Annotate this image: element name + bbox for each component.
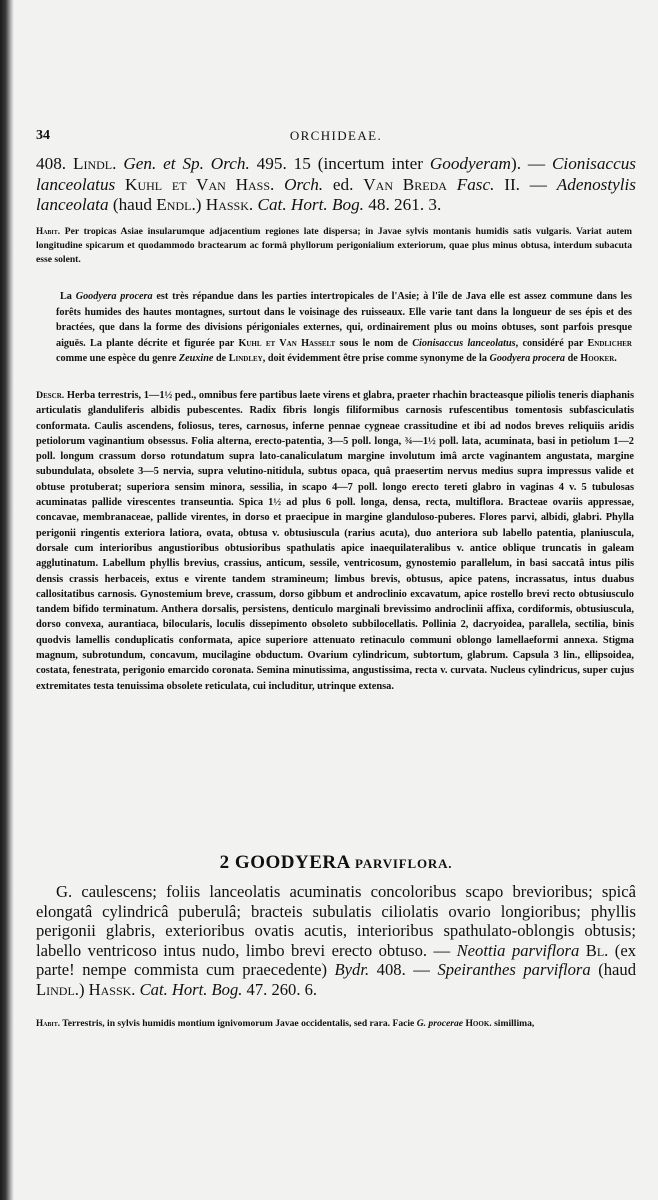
author-hassk: Hassk. [205, 195, 254, 214]
text-run [447, 175, 457, 194]
species-heading [36, 852, 636, 874]
text-run: , doit évidemment être prise comme synonyme de la [262, 353, 490, 365]
habitat-label: Habit. [36, 1018, 61, 1028]
description-label: Descr. [36, 390, 65, 401]
text-run: II. — [494, 174, 557, 194]
text-run: 47. 260. 6. [242, 979, 318, 999]
scan-binding-edge [0, 0, 14, 1200]
text-run: , considéré par [515, 337, 588, 349]
text-run: 495. 15 (incertum inter [249, 154, 430, 173]
species-number: 2 [219, 852, 230, 873]
habitat-paragraph-bottom [36, 1016, 636, 1031]
text-run: ed. [323, 174, 364, 194]
author-hook: Hook. [465, 1018, 492, 1029]
species-name: Goodyera procera [75, 291, 153, 302]
author-kuhl: Kuhl et Van Hasselt [238, 337, 336, 349]
synonymy-paragraph [36, 154, 636, 216]
text-run: sous le nom de [335, 337, 413, 349]
text-run: La [60, 291, 76, 302]
text-run: de [565, 353, 581, 365]
text-run: G. caulescens; foliis lanceolatis acuminatis concoloribus scapo brevioribus; spicâ elongatâ cylindricâ puberulâ; bracteis subulatis ciliolatis ovario longioribus; phyllis perigonii glabris, exterioribus ovatis acutis, interioribus spathulato-oblongis obtusis; labello ventricoso intus nudo, limbo brevi erecto obtuso. — [36, 882, 636, 960]
habitat-paragraph [36, 224, 632, 267]
text-run: simillima, [491, 1018, 535, 1029]
text-run: 408. — [369, 960, 438, 980]
synonym-name: Adenostylis lanceolata [36, 174, 636, 214]
work-title: Cat. Hort. Bog. [257, 195, 364, 214]
text-run: comme une espèce du genre [56, 353, 179, 365]
text-run: Terrestris, in sylvis humidis montium ignivomorum Javae occidentalis, sed rara. Facie [60, 1018, 417, 1029]
author-bl: Bl. [585, 940, 609, 960]
work-title: Orch. [284, 174, 324, 194]
text-run: . [614, 353, 617, 365]
synonym-name: Neottia parviflora [456, 940, 580, 960]
species-epithet: PARVIFLORA. [355, 856, 453, 871]
work-title: Gen. et Sp. Orch. [123, 154, 250, 173]
text-run: 48. 261. 3. [363, 195, 442, 214]
text-run: (ex parte! nempe commista cum praecedente) [36, 940, 636, 980]
synonym-name: Cionisaccus lanceolatus [36, 154, 636, 194]
habitat-label: Habit. [36, 226, 61, 236]
species-genus: GOODYERA [234, 852, 350, 873]
work-title: Bydr. [334, 960, 370, 980]
page-number: 34 [36, 128, 50, 143]
text-run: 408. [36, 154, 73, 173]
work-title: Fasc. [456, 174, 495, 194]
page-header [36, 128, 636, 148]
species-name: G. procerae [416, 1018, 464, 1029]
author-lindl: Lindl. [36, 979, 79, 999]
genus-name: Goodyeram [429, 154, 511, 173]
author-endl: Endl. [156, 195, 196, 214]
habitat-text: Per tropicas Asiae insularumque adjacentium regiones late dispersa; in Javae sylvis montanis humidis satis vulgaris. Variat autem longitudine spicarum et quodammodo bractearum ac formâ phyllorum perigonialium exteriorum, quae plus minus obtusa, interdum subacuta esse solent. [36, 226, 632, 265]
author-kuhl: Kuhl et Van Hass. [125, 174, 275, 194]
text-run: (haud [590, 960, 636, 980]
text-run: ). — [510, 154, 552, 173]
genus-name: Zeuxine [178, 353, 214, 365]
description-text: Herba terrestris, 1—1½ ped., omnibus fere partibus laete virens et glabra, praeter rhachin bracteasque piliolis teneris diaphanis articulatis glanduliferis albidis pubescentes. Radix fibris longis filiformibus carnosis rufescentibus tomentosis subfasciculatis conformata. Caulis ascendens, foliosus, teres, carnosus, inferne pennae cygneae crassitudine et ibi ad nodos breves reliquiis aridis petiolorum vaginantium obsessus. Folia alterna, erecto-patentia, 3—5 poll. longa, ¾—1½ poll. lata, acuminata, basi in petiolum 1—2 poll. longum crassum dorso rotundatum supra lato-canaliculatum margine involutum imâ arcte vaginantem angustata, margine subundulata, obsolete 3—5 nervia, supra velutino-nitidula, subtus opaca, quâ praesertim nervus medius supra impressus valide et obtuse protuberat; superiora sensim minora, sessilia, in scapo 4—7 poll. longo erecto tereti glabro in vaginas 4 v. 5 tubulosas acuminatas pallide virescentes transeuntia. Spica 1½ ad plus 6 poll. longa, densa, recta, multiflora. Bracteae ovariis appressae, concavae, membranaceae, pallide virentes, in dorso et praecipue in margine glanduloso-puberes. Flores parvi, albidi, glabri. Phylla perigonii ringentis exteriora latiora, ovata, obtusa v. obtusiuscula (rarius acuta), duo anteriora sub labello patentia, planiuscula, dorsale cum interioribus angustioribus obtusioribus spathulatis apice inaequilateralibus v. antice oblique truncatis in galeam agglutinatum. Labellum phyllis brevius, crassius, anticum, sessile, ventricosum, gynostemio parallelum, in basi saccatâ intus pilis densis crassis herbaceis, extus e virente tandem stramineum; limbus brevis, obtusus, apice patens, incrassatus, intus duabus callositatibus carnosis. Gynostemium breve, crassum, dorso gibbum et androclinio excavatum, apice rostello brevi recto obtusiusculo tandem bifido terminatum. Anthera dorsalis, persistens, denticulo marginali brevissimo androclinii affixa, cordiformis, obtusiuscula, dorso convexa, aurantiaca, bilocularis, loculis dissepimento obsoleto subbilocellatis. Pollinia 2, dacryoidea, parallela, sectilia, binis quodvis lamellis conduplicatis conformata, apice superiore attenuato retinaculo communi oblongo lamellaeformi annexa. Stigma magnum, subrotundum, concavum, mucilagine obductum. Ovarium cylindricum, subtortum, glabrum. Capsula 3 lin., ellipsoidea, costata, fenestrata, perigonio emarcido coronata. Semina minutissima, angustissima, recta v. curvata. Nucleus cylindricus, super cujus extremitates testa tenuissima obsolete reticulata, cui includitur, utrinque extensa. [36, 390, 634, 692]
author-hooker: Hooker [580, 353, 615, 365]
french-note [56, 289, 632, 367]
author-vanbreda: Van Breda [363, 174, 447, 194]
author-lindl: Lindl. [72, 154, 117, 173]
work-title: Cat. Hort. Bog. [139, 979, 243, 999]
author-endlicher: Endlicher [587, 337, 632, 349]
author-lindley: Lindley [228, 353, 263, 365]
diagnosis-paragraph [36, 882, 636, 1000]
description-paragraph [36, 388, 634, 694]
running-title: ORCHIDEAE. [289, 128, 383, 143]
author-hassk: Hassk. [88, 979, 136, 999]
synonym-name: Speiranthes parviflora [437, 960, 591, 980]
species-name: Goodyera procera [489, 353, 566, 365]
text-run: ) [195, 195, 206, 214]
text-run: est très répandue dans les parties intertropicales de l'Asie; à l'île de Java elle est assez commune dans les forêts humides des hautes montagnes, surtout dans le voisinage des ruisseaux. Elle varie tant dans la longueur de ses épis et des bractées, que dans la forme des divisions périgoniales externes, qui, ordinairement plus ou moins obtuses, sont parfois presque aiguës. La plante décrite et figurée par [56, 291, 632, 349]
text-run [274, 175, 284, 194]
text-run [115, 175, 125, 194]
text-run: ) [78, 979, 89, 999]
text-run: de [213, 353, 229, 365]
species-name: Cionisaccus lanceolatus [412, 337, 516, 349]
text-run: (haud [108, 195, 157, 214]
